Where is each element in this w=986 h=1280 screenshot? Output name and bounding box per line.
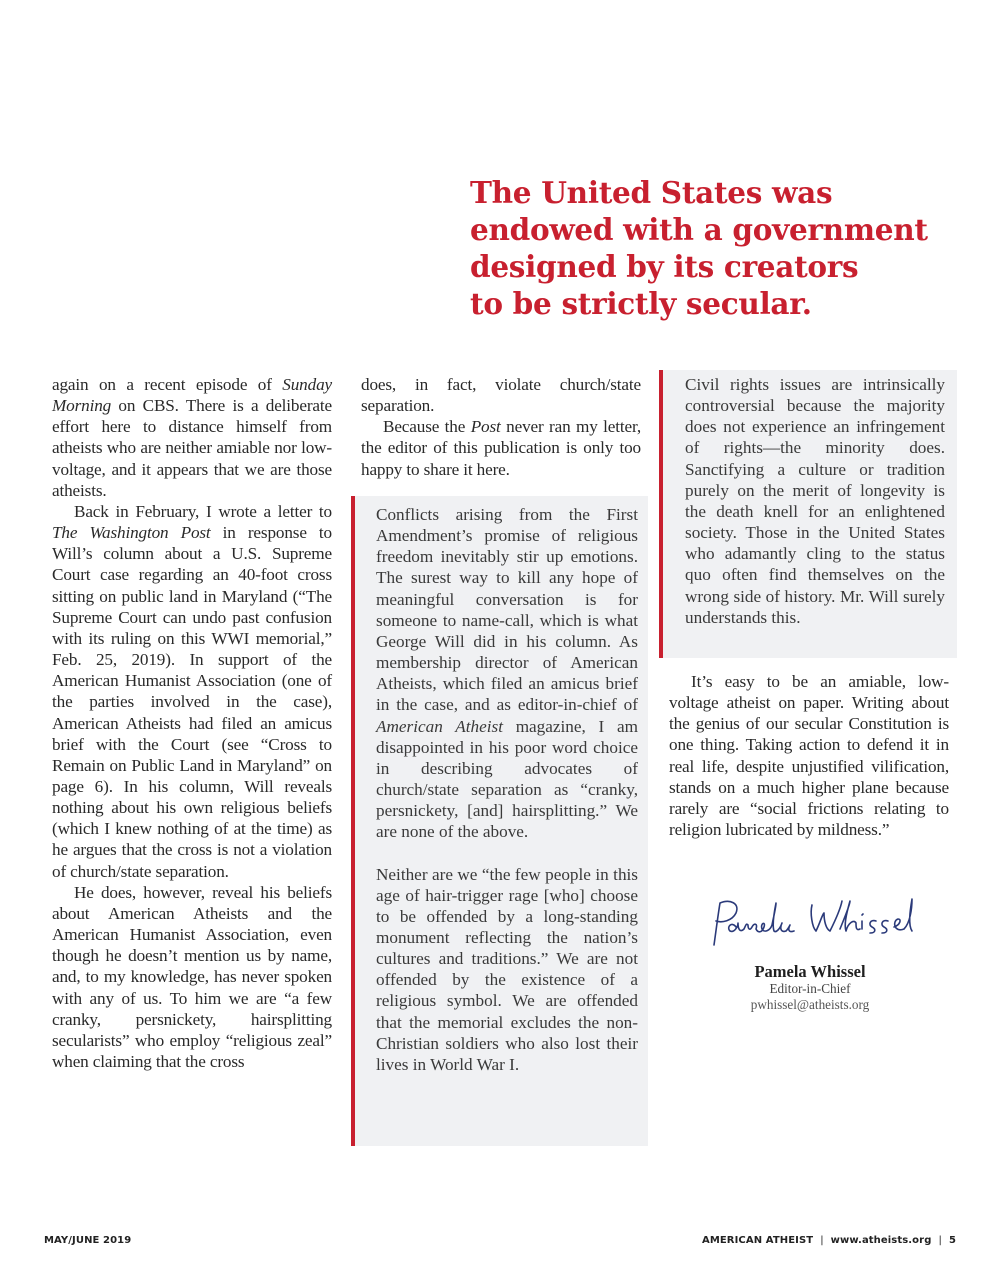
article-column-1 [52,374,332,1072]
author-name: Pamela Whissel [754,962,866,981]
author-email-link[interactable]: pwhissel@atheists.org [750,997,870,1012]
letter-paragraph: Neither are we “the few people in this age of hair-trigger rage [who] choose to be offended by a long-standing monument reflecting the nation’s cultures and traditions.” We are not offended by the existence of a religious symbol. We are offended that the memorial excludes the non-Christian soldiers who also lost their lives in World War I. [376,864,638,1074]
pull-quote-line: to be strictly secular. [470,286,812,321]
emphasis: American Atheist [376,716,503,736]
paragraph: does, in fact, violate church/state separation. [361,375,641,416]
pull-quote-line: The United States was [470,175,833,210]
signature-icon [700,893,920,953]
paragraph: He does, however, reveal his beliefs about American Atheists and the American Humanist Association, even though he doesn’t mention us by name, and, to my knowledge, has never spoken with any of us. To him we are “a few cranky, persnickety, hairsplitting secularists” who employ “religious zeal” when claiming that the cross [52,882,332,1071]
pull-quote-line: endowed with a government [470,212,928,247]
footer-separator: | [938,1235,942,1246]
letter-paragraph: Civil rights issues are intrinsically controversial because the majority does not experience an infringement of rights—the minority does. Sanctifying a culture or tradition purely on the merit of longevity is the death knell for an enlightened society. Those in the United States who adamantly cling to the status quo often find themselves on the wrong side of history. Mr. Will surely understands this. [685,375,945,627]
paragraph: It’s easy to be an amiable, low-voltage atheist on paper. Writing about the genius of our secular Constitution is one thing. Taking action to defend it in real life, despite unjustified vilification, stands on a much higher plane because rarely are “social frictions relating to religion lubricated by mildness.” [669,672,949,840]
emphasis: Post [470,417,501,437]
paragraph: Because the Post never ran my letter, the editor of this publication is only too happy to share it here. [361,417,641,479]
author-title: Editor-in-Chief [769,981,851,996]
footer-separator: | [820,1235,824,1246]
article-column-2 [361,374,641,480]
paragraph: Back in February, I wrote a letter to The Washington Post in response to Will’s column about a U.S. Supreme Court case regarding an 40-foot cross sitting on public land in Maryland (“The Supreme Court can undo past confusion with its ruling on this WWI memorial,” Feb. 25, 2019). In support of the American Humanist Association (one of the parties involved in the case), American Atheists had filed an amicus brief with the Court (see “Cross to Remain on Public Land in Maryland” on page 6). In his column, Will reveals nothing about his own religious beliefs (which I knew nothing of at the time) as he argues that the cross is not a violation of church/state separation. [52,501,332,881]
footer-publication: AMERICAN ATHEIST [701,1235,814,1246]
footer-right [702,1235,956,1246]
footer-issue-date: MAY/JUNE 2019 [44,1235,132,1246]
emphasis: The Washington Post [52,523,211,543]
footer-url-link[interactable]: www.atheists.org [830,1235,932,1246]
letter-excerpt-box-2 [659,370,957,658]
paragraph: again on a recent episode of Sunday Morning on CBS. There is a deliberate effort here to distance himself from atheists who are neither amiable nor low-voltage, and it appears that we are those atheists. [52,375,332,500]
letter-excerpt-box-1 [351,496,648,1146]
page-number: 5 [948,1235,956,1246]
emphasis: Sunday Morning [52,375,332,416]
pull-quote [470,174,940,322]
author-signature-block [700,962,920,1013]
pull-quote-line: designed by its creators [470,249,859,284]
article-column-3 [669,671,949,840]
letter-paragraph: Conflicts arising from the First Amendment’s promise of religious freedom inevitably stir up emotions. The surest way to kill any hope of meaningful conversation is for someone to name-call, which is what George Will did in his column. As membership director of American Atheists, which filed an amicus brief in the case, and as editor-in-chief of American Atheist magazine, I am disappointed in his poor word choice in describing advocates of church/state separation as “cranky, persnickety, [and] hairsplitting.” We are none of the above. [376,505,638,842]
